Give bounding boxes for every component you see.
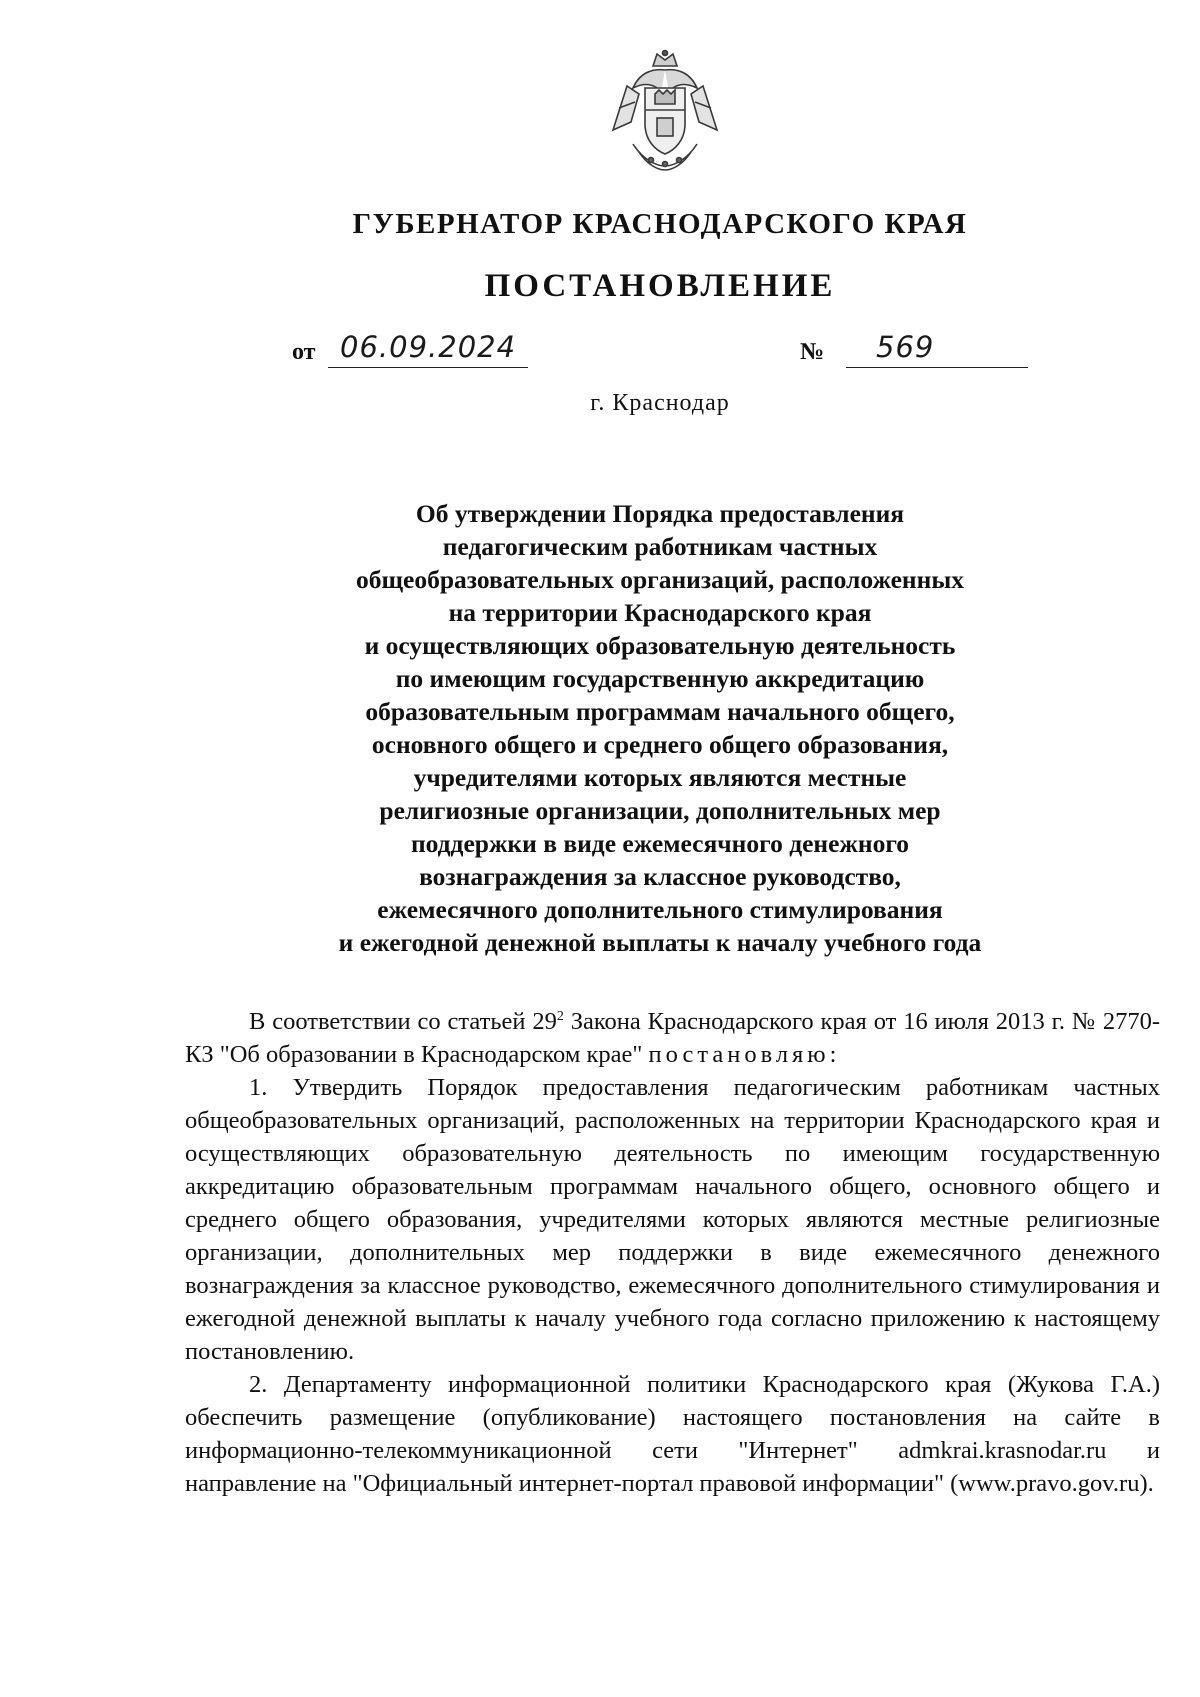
title-line: Об утверждении Порядка предоставления <box>415 499 905 528</box>
title-line: основного общего и среднего общего образования, <box>371 730 949 759</box>
preamble-paragraph <box>185 1005 1160 1071</box>
title-line: образовательным программам начального общего, <box>365 697 955 726</box>
date-underline <box>328 367 528 368</box>
preamble-text-b: Закона Краснодарского края от 16 июля 2013 г. № 2770-КЗ "Об образовании в Краснодарском крае" <box>185 1008 1160 1068</box>
document-title <box>290 497 1030 959</box>
date-value: 06.09.2024 <box>340 330 517 364</box>
resolve-word: постановляю: <box>648 1041 841 1068</box>
document-type-heading: ПОСТАНОВЛЕНИЕ <box>484 268 836 304</box>
number-value: 569 <box>876 330 935 364</box>
krasnodar-coat-of-arms-icon <box>603 48 727 174</box>
title-line: на территории Краснодарского края <box>448 598 872 627</box>
document-body <box>185 1005 1160 1500</box>
title-line: и ежегодной денежной выплаты к началу учебного года <box>338 928 982 957</box>
date-label: от <box>292 339 316 365</box>
document-number <box>800 330 1035 374</box>
title-line: поддержки в виде ежемесячного денежного <box>410 829 910 858</box>
title-line: ежемесячного дополнительного стимулирования <box>377 895 943 924</box>
issuer-heading: ГУБЕРНАТОР КРАСНОДАРСКОГО КРАЯ <box>352 208 968 240</box>
number-label: № <box>800 339 825 365</box>
article-superscript: 2 <box>556 1008 564 1024</box>
title-line: и осуществляющих образовательную деятельность <box>364 631 956 660</box>
city-line: г. Краснодар <box>590 390 730 416</box>
title-line: общеобразовательных организаций, расположенных <box>356 565 964 594</box>
number-underline <box>846 367 1028 368</box>
title-line: педагогическим работникам частных <box>442 532 878 561</box>
title-line: по имеющим государственную аккредитацию <box>395 664 925 693</box>
title-line: религиозные организации, дополнительных мер <box>379 796 941 825</box>
item-1-paragraph: 1. Утвердить Порядок предоставления педагогическим работникам частных общеобразовательных организаций, расположенных на территории Краснодарского края и осуществляющих образовательную деятельность по имеющим государственную аккредитацию образовательным программам начального общего, основного общего и среднего общего образования, учредителями которых являются местные религиозные организации, дополнительных мер поддержки в виде ежемесячного денежного вознаграждения за классное руководство, ежемесячного дополнительного стимулирования и ежегодной денежной выплаты к началу учебного года согласно приложению к настоящему постановлению. <box>185 1074 1160 1365</box>
document-date <box>292 330 532 374</box>
preamble-text-a: В соответствии со статьей 29 <box>249 1008 557 1035</box>
title-line: учредителями которых являются местные <box>413 763 907 792</box>
item-2-paragraph: 2. Департаменту информационной политики Краснодарского края (Жукова Г.А.) обеспечить размещение (опубликование) настоящего постановления на сайте в информационно-телекоммуникационной сети "Интернет" admkrai.krasnodar.ru и направление на "Официальный интернет-портал правовой информации" (www.pravo.gov.ru). <box>185 1371 1160 1497</box>
title-line: вознаграждения за классное руководство, <box>419 862 901 891</box>
